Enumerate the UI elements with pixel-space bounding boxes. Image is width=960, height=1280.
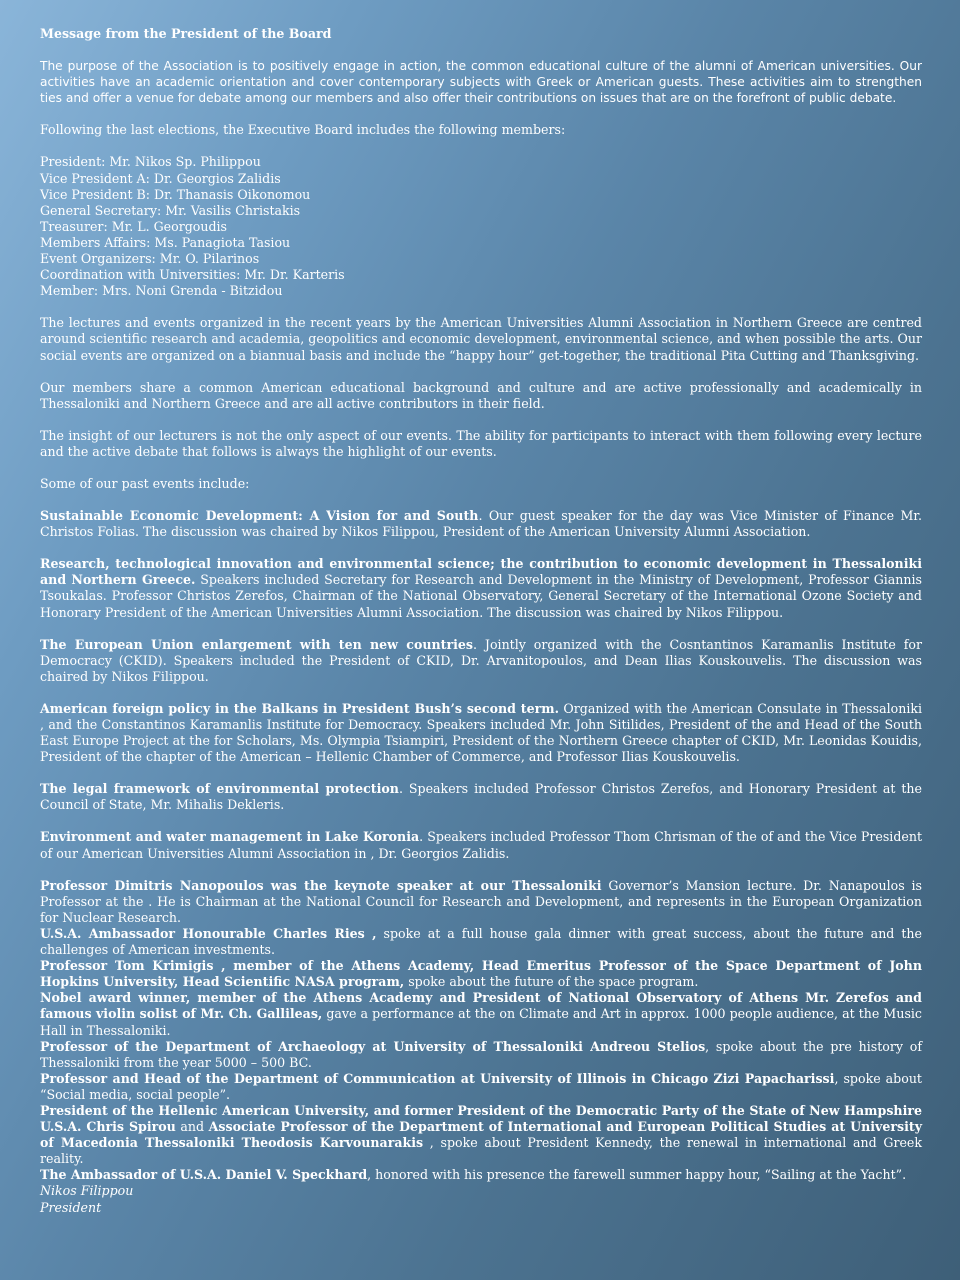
board-roster — [40, 154, 922, 299]
event-item — [40, 829, 922, 861]
event-title: Environment and water management in Lake Koronia — [40, 829, 420, 845]
keynote-description: , spoke about “Social media, social people”. — [40, 1070, 922, 1102]
intro-paragraph: The purpose of the Association is to positively engage in action, the common educational culture of the alumni of American universities. Our activities have an academic orientation and cover contemporary subjects with Greek or American guests. These activities aim to strengthen ties and offer a venue for debate among our members and also offer their contributions on issues that are on the forefront of public debate. — [40, 59, 922, 106]
keynote-speaker: President of the Hellenic American University, and former President of the Democratic Party of the State of New Hampshire U.S.A. Chris Spirou — [40, 1102, 922, 1135]
board-member: General Secretary: Mr. Vasilis Christakis — [40, 202, 301, 218]
keynote-item — [40, 1039, 922, 1071]
event-item — [40, 637, 922, 685]
signature-role: President — [40, 1199, 102, 1215]
event-title: American foreign policy in the Balkans in President Bush’s second term. — [40, 700, 559, 716]
board-member: Members Affairs: Ms. Panagiota Tasiou — [40, 234, 291, 250]
keynote-description: Governor’s Mansion lecture. Dr. Nanapoulos is Professor at the . He is Chairman at the National Council for Research and Development, and represents in the European Organization for Nuclear Research. — [40, 877, 922, 925]
keynote-item — [40, 1103, 922, 1167]
event-title: Research, technological innovation and environmental science; the contribution to economic development in Thessaloniki and Northern Greece. — [40, 556, 922, 588]
page-title: Message from the President of the Board — [40, 26, 332, 41]
keynote-speaker: Professor of the Department of Archaeology at University of Thessaloniki Andreou Stelios — [40, 1038, 706, 1054]
letter — [40, 26, 922, 1216]
body-paragraph: The insight of our lecturers is not the only aspect of our events. The ability for participants to interact with them following every lecture and the active debate that follows is always the highlight of our events. — [40, 427, 922, 459]
event-description: Speakers included Secretary for Research and Development in the Ministry of Development, Professor Giannis Tsoukalas. Professor Christos Zerefos, Chairman of the National Observatory, General Secretary of the International Ozone Society and Honorary President of the American Universities Alumni Association. The discussion was chaired by Nikos Filippou. — [40, 572, 923, 620]
board-member: Event Organizers: Mr. O. Pilarinos — [40, 251, 260, 267]
event-description: . Our guest speaker for the day was Vice Minister of Finance Mr. Christos Folias. The discussion was chaired by Nikos Filippou, President of the American University Alumni Association. — [40, 508, 922, 540]
keynote-description: gave a performance at the on Climate and Art in approx. 1000 people audience, at the Music Hall in Thessaloniki. — [40, 1006, 922, 1038]
keynote-item — [40, 878, 922, 926]
board-member: Vice President A: Dr. Georgios Zalidis — [40, 170, 281, 186]
keynote-item — [40, 958, 922, 990]
event-item — [40, 508, 922, 540]
signature-name: Nikos Filippou — [40, 1183, 134, 1199]
keynote-speaker: Professor Dimitris Nanopoulos was the keynote speaker at our Thessaloniki — [40, 877, 602, 893]
event-item — [40, 556, 922, 620]
keynote-description: , spoke about the pre history of Thessaloniki from the year 5000 – 500 BC. — [40, 1038, 922, 1070]
keynote-speaker: U.S.A. Ambassador Honourable Charles Ries , — [40, 925, 377, 941]
keynote-description: spoke about the future of the space program. — [404, 974, 699, 990]
keynote-description: , honored with his presence the farewell summer happy hour, “Sailing at the Yacht”. — [367, 1167, 907, 1183]
event-item — [40, 781, 922, 813]
keynote-speaker: Associate Professor of the Department of International and European Political Studies at University of Macedonia Thessaloniki Theodosis Karvounarakis — [40, 1119, 923, 1151]
keynote-speaker: Nobel award winner, member of the Athens Academy and President of National Observatory of Athens Mr. Zerefos and famous violin solist of Mr. Ch. Gallileas, — [40, 990, 922, 1022]
keynote-description: and — [175, 1119, 209, 1135]
keynote-item — [40, 1167, 922, 1183]
board-member: Vice President B: Dr. Thanasis Oikonomou — [40, 186, 311, 202]
event-description: . Speakers included Professor Thom Chrisman of the of and the Vice President of our American Universities Alumni Association in , Dr. Georgios Zalidis. — [40, 829, 923, 861]
event-title: The European Union enlargement with ten new countries — [40, 636, 474, 652]
keynote-speaker: Professor Tom Krimigis , member of the Athens Academy, Head Emeritus Professor of the Space Department of John Hopkins University, Head Scientific NASA program, — [40, 958, 922, 990]
past-events-intro: Some of our past events include: — [40, 475, 250, 491]
keynote-item — [40, 1071, 922, 1103]
body-paragraph: Our members share a common American educational background and culture and are active professionally and academically in Thessaloniki and Northern Greece and are all active contributors in their field. — [40, 379, 922, 411]
keynote-item — [40, 926, 922, 958]
board-intro: Following the last elections, the Executive Board includes the following members: — [40, 122, 566, 138]
keynote-speaker: The Ambassador of U.S.A. Daniel V. Speckhard — [40, 1167, 368, 1183]
keynote-description: spoke at a full house gala dinner with great success, about the future and the challenges of American investments. — [40, 925, 922, 958]
keynote-description: , spoke about President Kennedy, the renewal in international and Greek reality. — [40, 1135, 923, 1167]
event-description: . Jointly organized with the Cosntantinos Karamanlis Institute for Democracy (CKID). Speakers included the President of CKID, Dr. Arvanitopoulos, and Dean Ilias Kouskouvelis. The discussion was chaired by Nikos Filippou. — [40, 636, 922, 684]
event-description: . Speakers included Professor Christos Zerefos, and Honorary President at the Council of State, Mr. Mihalis Dekleris. — [40, 781, 922, 813]
keynote-speaker: Professor and Head of the Department of Communication at University of Illinois in Chicago Zizi Papacharissi — [40, 1070, 835, 1086]
board-member: Treasurer: Mr. L. Georgoudis — [40, 218, 228, 234]
event-title: Sustainable Economic Development: A Vision for and South — [40, 508, 479, 524]
board-member: Coordination with Universities: Mr. Dr. Karteris — [40, 267, 345, 283]
keynote-item — [40, 990, 922, 1038]
body-paragraph: The lectures and events organized in the recent years by the American Universities Alumni Association in Northern Greece are centred around scientific research and academia, geopolitics and economic development, environmental science, and when possible the arts. Our social events are organized on a biannual basis and include the “happy hour” get-together, the traditional Pita Cutting and Thanksgiving. — [40, 315, 922, 363]
board-member: President: Mr. Nikos Sp. Philippou — [40, 154, 261, 170]
event-title: The legal framework of environmental protection — [40, 781, 399, 797]
event-description: Organized with the American Consulate in Thessaloniki , and the Constantinos Karamanlis Institute for Democracy. Speakers included Mr. John Sitilides, President of the and Head of the South East Europe Project at the for Scholars, Ms. Olympia Tsiampiri, President of the Northern Greece chapter of CKID, Mr. Leonidas Kouidis, President of the chapter of the American – Hellenic Chamber of Commerce, and Professor Ilias Kouskouvelis. — [40, 700, 923, 765]
event-item — [40, 701, 922, 765]
board-member: Member: Mrs. Noni Grenda - Bitzidou — [40, 283, 283, 299]
